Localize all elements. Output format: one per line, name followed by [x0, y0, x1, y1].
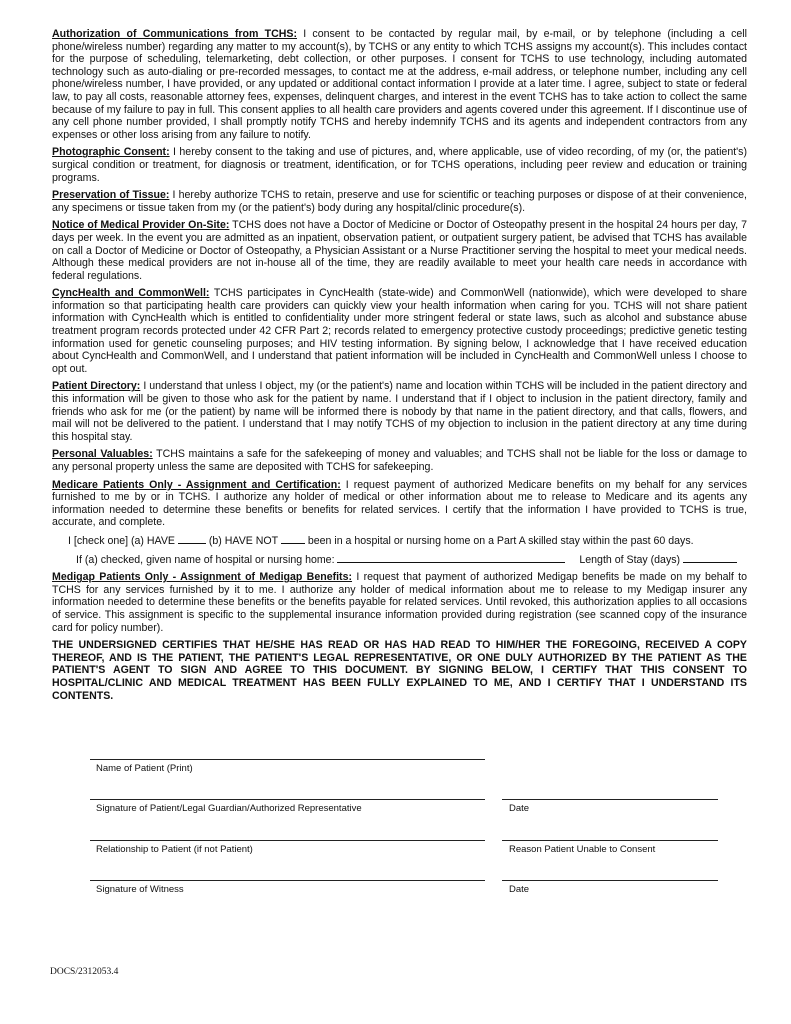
section-preservation-of-tissue — [52, 189, 747, 214]
date-label-2: Date — [509, 884, 530, 895]
relationship-label: Relationship to Patient (if not Patient) — [96, 844, 253, 855]
date-label-1: Date — [509, 803, 530, 814]
reason-unable-line[interactable] — [502, 840, 718, 841]
date-line-1[interactable] — [502, 799, 718, 800]
section-text: TCHS maintains a safe for the safekeeping of money and valuables; and TCHS shall not be liable for the loss or damage to any personal property unless the same are deposited with TCHS for safekeeping. — [52, 448, 747, 473]
section-heading: Medigap Patients Only - Assignment of Medigap Benefits: — [52, 571, 353, 584]
consent-form-body — [52, 28, 747, 702]
section-heading: Notice of Medical Provider On-Site: — [52, 219, 230, 232]
relationship-line[interactable] — [90, 840, 485, 841]
section-text: TCHS does not have a Doctor of Medicine or Doctor of Osteopathy present in the hospital 24 hours per day, 7 days per week. In the event you are admitted as an inpatient, observation patient, or outpatient surgery patient, be advised that TCHS has available on call a Doctor of Medicine or Doctor of Osteopathy, a Physician Assistant or a Nurse Practitioner serving the hospital to meet your medical needs. Although these medical providers are not in-house all of the time, they are readily available to meet your health care needs in accordance with federal regulations. — [52, 219, 747, 282]
hospital-name-blank[interactable] — [337, 553, 565, 563]
section-patient-directory — [52, 380, 747, 443]
section-cynchealth-commonwell — [52, 287, 747, 375]
section-text: I request that payment of authorized Medigap benefits be made on my behalf to TCHS for any services furnished by it to me. I authorize any holder of medical information about me to release to my Medigap insurer any information needed to determine these benefits or the benefits payable for related services. Until revoked, this authorization applies to all occasions of service. This assignment is specific to the supplemental insurance information provided during registration (see scanned copy of the insurance card for policy number). — [52, 571, 747, 634]
section-heading: Photographic Consent: — [52, 146, 170, 159]
section-medicare-assignment — [52, 479, 747, 529]
medicare-check-prefix: I [check one] (a) HAVE — [68, 534, 175, 547]
section-heading: Preservation of Tissue: — [52, 189, 170, 202]
medicare-hospital-line — [52, 553, 747, 567]
section-text: I hereby consent to the taking and use of pictures, and, where applicable, use of video recording, of my (or, the patient's) surgical condition or treatment, for diagnosis or treatment, identification, or for TCHS operations, including peer review and education or training programs. — [52, 146, 748, 184]
section-personal-valuables — [52, 448, 747, 473]
hospital-name-label: If (a) checked, given name of hospital or nursing home: — [76, 553, 335, 566]
certification-statement: THE UNDERSIGNED CERTIFIES THAT HE/SHE HAS READ OR HAS HAD READ TO HIM/HER THE FOREGOING, RECEIVED A COPY THEREOF, AND IS THE PATIENT, THE PATIENT'S LEGAL REPRESENTATIVE, OR ONE DULY AUTHORIZED BY THE PATIENT AS THE PATIENT'S AGENT TO SIGN AND AGREE TO THIS DOCUMENT. BY SIGNING BELOW, I CERTIFY THAT THIS CONSENT TO HOSPITAL/CLINIC AND MEDICAL TREATMENT HAS BEEN FULLY EXPLAINED TO ME, AND I CERTIFY THAT I UNDERSTAND ITS CONTENTS. — [52, 639, 747, 702]
date-line-2[interactable] — [502, 880, 718, 881]
patient-name-label: Name of Patient (Print) — [96, 763, 193, 774]
section-medigap-assignment — [52, 571, 747, 634]
have-not-blank[interactable] — [281, 534, 305, 544]
section-text: I hereby authorize TCHS to retain, preserve and use for scientific or teaching purposes or dispose of at their convenience, any specimens or tissue taken from my (or the patient's) body during any hospital/clinic procedure(s). — [52, 189, 747, 214]
section-heading: Patient Directory: — [52, 380, 141, 393]
patient-signature-line[interactable] — [90, 799, 485, 800]
section-photographic-consent — [52, 146, 747, 184]
section-text: TCHS participates in CyncHealth (state-wide) and CommonWell (nationwide), which were developed to share information so that participating health care providers can quickly view your health information when caring for you. TCHS will not share patient information with CyncHealth which is entitled to confidentiality under more stringent federal or state laws, such as alcohol and substance abuse treatment program records protected under 42 CFR Part 2; records related to emergency protective custody proceedings; predictive genetic testing information used for genetic counseling purposes; and HIV testing information. By signing below, I acknowledge that I have received education about CyncHealth and CommonWell, and I understand that patient information will be included in CyncHealth and CommonWell unless I choose to opt out. — [52, 287, 747, 375]
reason-unable-label: Reason Patient Unable to Consent — [509, 844, 656, 855]
witness-signature-label: Signature of Witness — [96, 884, 184, 895]
section-text: I consent to be contacted by regular mail, by e-mail, or by telephone (including a cell phone/wireless number) regarding any matter to my account(s), by TCHS or any entity to which TCHS assigns my account(s). This includes contact for the purpose of scheduling, telemarketing, debt collection, or other purposes. I consent for TCHS to use technology, including automated technology such as auto-dialing or pre-recorded messages, to contact me at the address, e-mail address, or telephone number, including any cell phone/wireless number, I have provided, or any updated or additional contact information I provide at a later time. I agree, subject to state or federal law, to pay all costs, reasonable attorney fees, expenses, delinquent charges, and interest in the event TCHS has to take action to collect the same because of my failure to pay in full. This consent applies to all health care providers and agents covered under this agreement. If I discontinue use of any cell phone number provided, I shall promptly notify TCHS and hereby indemnify TCHS and its agents and independent contractors from any expenses or other loss arising from any failure to notify. — [52, 28, 748, 141]
patient-name-line[interactable] — [90, 759, 485, 760]
section-heading: Authorization of Communications from TCHS: — [52, 28, 298, 40]
length-of-stay-label: Length of Stay (days) — [579, 553, 681, 566]
section-heading: Medicare Patients Only - Assignment and Certification: — [52, 478, 341, 491]
section-medical-provider-notice — [52, 219, 747, 282]
length-of-stay-blank[interactable] — [683, 553, 737, 563]
section-text: I request payment of authorized Medicare benefits on my behalf for any services furnished to me by or in TCHS. I authorize any holder of medical or other information about me to release to Medicare and its agents any information needed to determine these benefits or benefits for related services. I certify that the information I have provided to TCHS is true, accurate, and complete. — [52, 478, 747, 529]
document-id: DOCS/2312053.4 — [50, 967, 119, 977]
section-heading: Personal Valuables: — [52, 448, 153, 461]
medicare-check-line — [52, 534, 747, 548]
section-communications — [52, 28, 747, 141]
medicare-check-suffix: been in a hospital or nursing home on a Part A skilled stay within the past 60 days. — [307, 534, 694, 547]
patient-signature-label: Signature of Patient/Legal Guardian/Authorized Representative — [96, 803, 362, 814]
section-heading: CyncHealth and CommonWell: — [52, 287, 210, 300]
section-text: I understand that unless I object, my (or the patient's) name and location within TCHS will be included in the patient directory and this information will be given to those who ask for the patient by name. I understand that if I object to inclusion in the patient directory, family and friends who ask for me (or the patient) by name will be informed there is nobody by that name in the patient directory, and that calls, flowers, and mail will not be delivered to the patient. I understand that I may notify TCHS of my objection to inclusion in the patient directory at any time during this hospital stay. — [52, 380, 747, 443]
medicare-option-b: (b) HAVE NOT — [208, 534, 278, 547]
witness-signature-line[interactable] — [90, 880, 485, 881]
have-blank[interactable] — [178, 534, 206, 544]
